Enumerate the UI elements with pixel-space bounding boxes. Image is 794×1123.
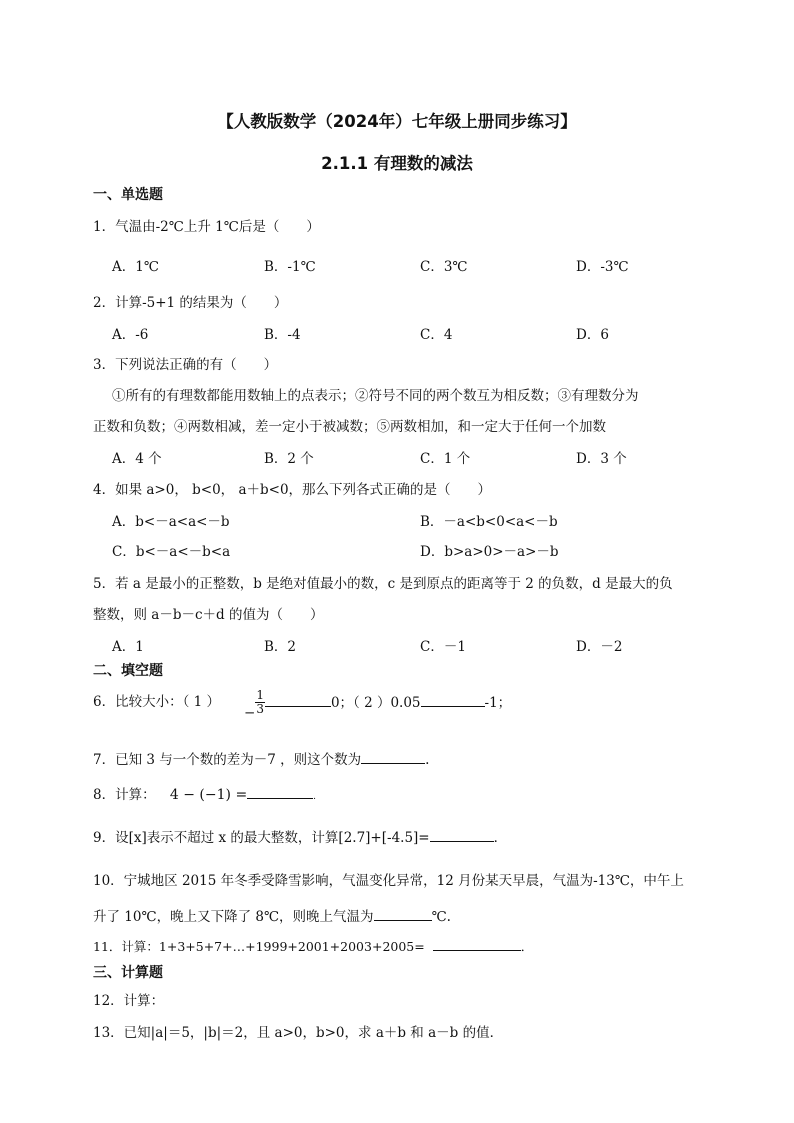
question-5-option-a: A．1 [112,639,144,655]
question-3-option-b: B．2 个 [264,451,314,467]
question-9-text: 9．设[x]表示不超过 x 的最大整数，计算[2.7]+[-4.5]= [93,830,430,846]
question-6-blank-2[interactable] [421,692,485,707]
question-10-line-2 [93,905,451,925]
page-subtitle: 2.1.1 有理数的减法 [321,154,473,173]
page-title: 【人教版数学（2024年）七年级上册同步练习】 [217,112,577,131]
question-12: 12．计算： [93,993,165,1009]
question-11-blank[interactable] [433,936,521,951]
question-6-suffix: -1； [484,695,512,711]
question-11 [93,936,533,955]
question-1-option-a: A．1℃ [112,259,159,275]
question-3-stem: 3．下列说法正确的有（ ） [93,357,278,373]
question-7-text: 7．已知 3 与一个数的差为－7 ，则这个数为 [93,752,362,768]
question-4-option-d: D．b>a>0>－a>－b [420,544,559,560]
question-6-fraction [255,689,265,716]
fraction-denominator: 3 [256,702,264,716]
question-4-option-b: B．－a<b<0<a<－b [420,514,558,530]
question-2-option-d: D．6 [576,327,609,343]
question-8-prefix: 8．计算： [93,787,156,803]
question-7 [93,748,429,768]
section-heading-calculation: 三、计算题 [93,965,163,981]
question-3-option-d: D．3 个 [576,451,627,467]
question-11-text: 11．计算：1+3+5+7+…+1999+2001+2003+2005= [93,939,425,954]
question-7-end: . [425,752,430,768]
question-13: 13．已知|a|＝5，|b|＝2，且 a>0，b>0，求 a＋b 和 a－b 的值． [93,1025,504,1041]
question-5-option-c: C．－1 [420,639,466,655]
question-4-stem: 4．如果 a>0， b<0， a＋b<0，那么下列各式正确的是（ ） [93,482,492,498]
question-6-mid: 0；（ 2 ）0.05 [330,695,421,711]
question-6-prefix: 6．比较大小：（ 1 ） [93,694,221,710]
question-9-blank[interactable] [430,827,494,842]
question-3-option-c: C．1 个 [420,451,471,467]
question-11-end: ． [520,939,534,954]
question-5-option-b: B．2 [264,639,297,655]
question-10-blank[interactable] [374,906,432,921]
question-1-option-c: C．3℃ [420,259,468,275]
question-2-option-a: A．-6 [112,327,149,343]
question-1-option-b: B．-1℃ [264,259,316,275]
question-3-statement-line-1: ①所有的有理数都能用数轴上的点表示；②符号不同的两个数互为相反数；③有理数分为 [112,388,639,404]
question-9 [93,826,507,846]
question-6-blank-1[interactable] [265,692,331,707]
question-10-end: ℃. [431,909,451,925]
question-8 [93,783,316,803]
section-heading-fill-in: 二、填空题 [93,663,163,679]
section-heading-single-choice: 一、单选题 [93,187,163,203]
question-6-fraction-sign: − [244,705,256,721]
question-1-option-d: D．-3℃ [576,259,629,275]
question-8-end: . [313,792,317,802]
question-7-blank[interactable] [361,749,425,764]
question-4-option-a: A．b<－a<a<－b [112,514,230,530]
question-5-line-2: 整数，则 a－b－c＋d 的值为（ ） [93,607,324,623]
question-10-line-2-text: 升了 10℃，晚上又下降了 8℃，则晚上气温为 [93,909,374,925]
question-2-option-b: B．-4 [264,327,301,343]
question-6-expression [244,688,512,721]
question-10-line-1: 10．宁城地区 2015 年冬季受降雪影响，气温变化异常，12 月份某天早晨，气温为-13℃，中午上 [93,873,684,889]
question-5-line-1: 5．若 a 是最小的正整数，b 是绝对值最小的数，c 是到原点的距离等于 2 的负数，d 是最大的负 [93,576,673,592]
question-2-stem: 2．计算-5+1 的结果为（ ） [93,295,288,311]
question-1-stem: 1．气温由-2℃上升 1℃后是（ ） [93,219,320,235]
question-8-expression: 4 − (−1) = [169,787,248,803]
question-5-option-d: D．－2 [576,639,623,655]
question-2-option-c: C．4 [420,327,453,343]
question-8-blank[interactable] [247,784,313,799]
question-4-option-c: C．b<－a<－b<a [112,544,231,560]
fraction-numerator: 1 [256,688,264,702]
question-3-statement-line-2: 正数和负数；④两数相减，差一定小于被减数；⑤两数相加，和一定大于任何一个加数 [93,419,606,435]
question-3-option-a: A．4 个 [112,451,162,467]
question-9-end: ． [493,830,508,846]
